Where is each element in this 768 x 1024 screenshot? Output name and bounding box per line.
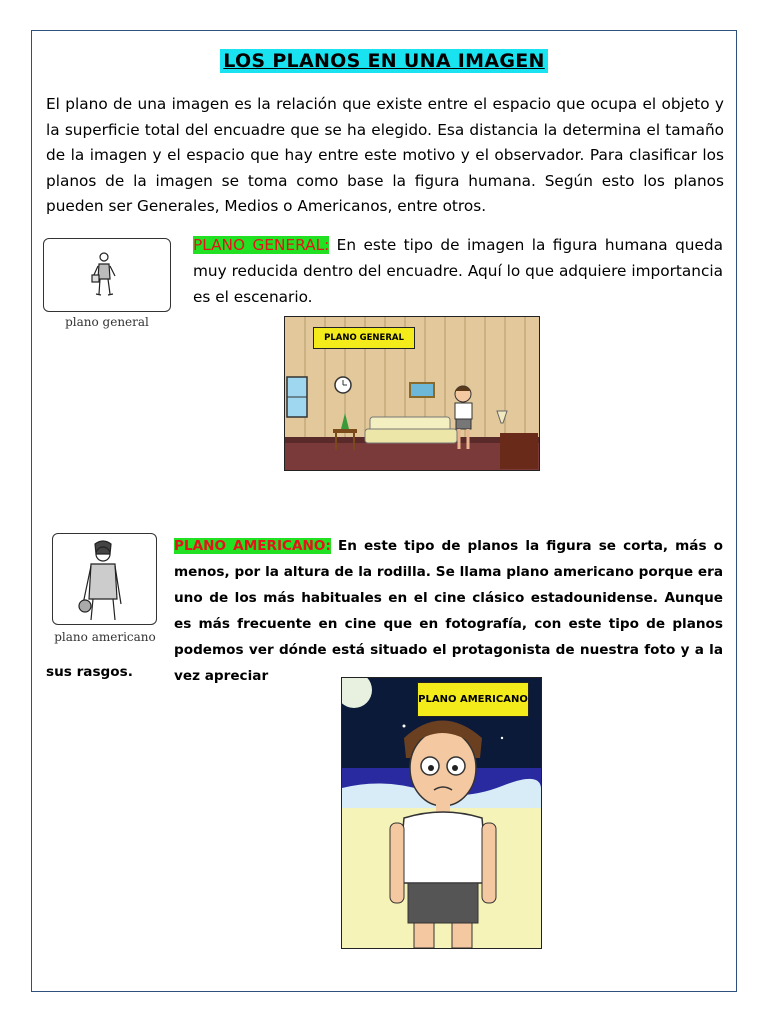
plano-americano-paragraph [174,533,723,689]
beach-character-illustration [342,678,541,948]
plano-general-scene [284,316,540,471]
intro-paragraph: El plano de una imagen es la relación que existe entre el espacio que ocupa el objeto y la superficie total del encuadre que se ha elegido. Esa distancia la determina el tamaño de la imagen y el espacio que hay entre este motivo y el observador. Para clasificar los planos de la imagen se toma como base la figura humana. Según esto los planos pueden ser Generales, Medios o Americanos, entre otros. [46,95,724,215]
plano-americano-thumbnail [52,533,157,625]
plano-americano-scene [341,677,542,949]
page-title-text: LOS PLANOS EN UNA IMAGEN [220,49,547,73]
plano-americano-text: En este tipo de planos la figura se corta, más o menos, por la altura de la rodilla. Se llama plano americano porque era uno de los más habituales en el cine clásico estadounidense. Aunque es más frecuente en cine que en fotografía, con este tipo de planos podemos ver dónde está situado el protagonista de nuestra foto y a la vez apreciar [174,538,723,684]
medium-figure-illustration [53,534,155,623]
plano-americano-tail: sus rasgos. [46,664,133,680]
plano-general-caption: plano general [65,315,149,329]
plano-americano-scene-label: PLANO AMERICANO [417,682,529,717]
plano-americano-heading: PLANO AMERICANO: [174,538,331,554]
plano-americano-caption: plano americano [54,630,156,644]
plano-general-scene-label: PLANO GENERAL [313,327,415,349]
plano-general-paragraph [193,232,723,310]
page-title [0,50,768,72]
plano-general-heading: PLANO GENERAL: [193,236,330,254]
small-figure-illustration [44,239,169,310]
plano-general-thumbnail [43,238,171,312]
plano-general-text: En este tipo de imagen la figura humana queda muy reducida dentro del encuadre. Aquí lo que adquiere importancia es el escenario. [193,236,723,306]
